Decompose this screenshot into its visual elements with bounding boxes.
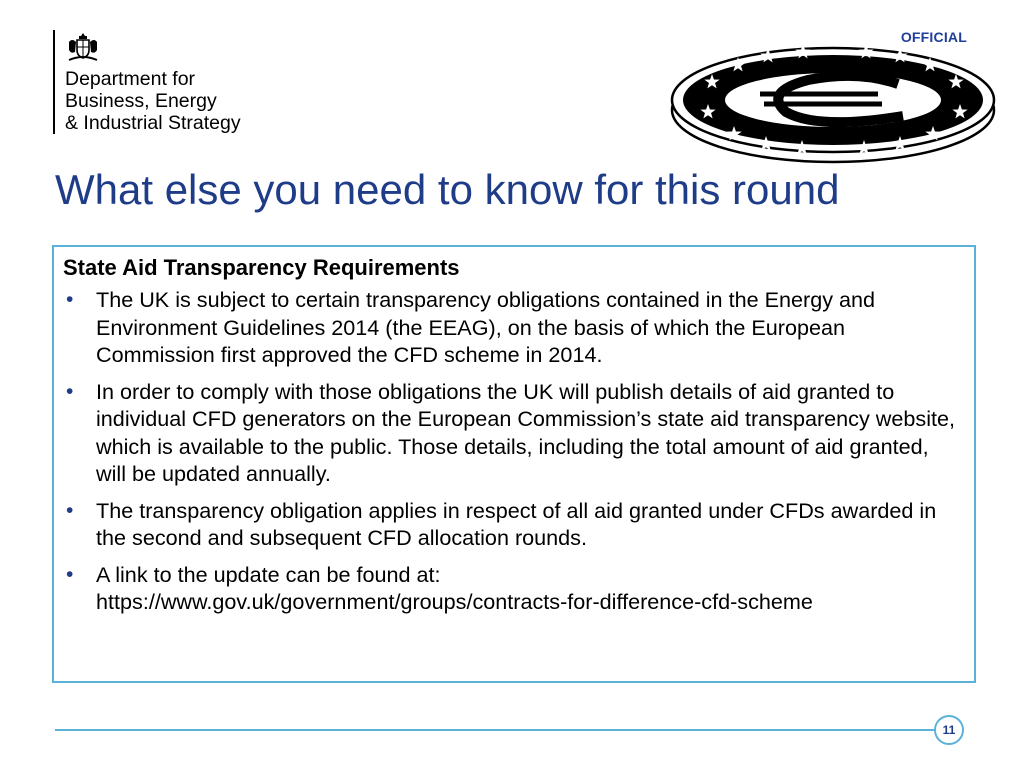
page-number: 11: [934, 715, 964, 745]
bullet-text: In order to comply with those obligations the UK will publish details of aid granted to individual CFD generators on the European Commission’s state aid transparency website, which is available to the public. Those details, including the total amount of aid granted, will be updated annually.: [96, 378, 955, 486]
bullet-icon: •: [66, 288, 74, 311]
bullet-item: [63, 378, 964, 488]
cfd-scheme-link[interactable]: https://www.gov.uk/government/groups/contracts-for-difference-cfd-scheme: [96, 589, 813, 614]
content-box: [52, 245, 976, 683]
bullet-item: [63, 286, 964, 369]
logo-divider: [53, 30, 55, 134]
department-name-line: Business, Energy: [65, 90, 217, 112]
page-title: What else you need to know for this round: [55, 166, 840, 213]
bullet-list: [63, 286, 964, 616]
department-name: [65, 68, 305, 134]
bullet-text: The UK is subject to certain transparency obligations contained in the Energy and Environment Guidelines 2014 (the EEAG), on the basis of which the European Commission first approved the CFD scheme in 2014.: [96, 287, 876, 367]
royal-coat-of-arms-icon: [65, 30, 101, 64]
bullet-icon: •: [66, 562, 74, 586]
bullet-item: [63, 561, 964, 616]
bullet-item: [63, 497, 964, 552]
bullet-icon: •: [66, 498, 74, 522]
bullet-text: A link to the update can be found at:: [96, 561, 441, 587]
classification-label: OFFICIAL: [900, 29, 967, 45]
bullet-icon: •: [66, 379, 74, 403]
footer-divider: [55, 729, 935, 731]
bullet-text: The transparency obligation applies in respect of all aid granted under CFDs awarded in the second and subsequent CFD allocation rounds.: [96, 497, 937, 550]
section-heading: State Aid Transparency Requirements: [63, 255, 460, 280]
department-name-line: Department for: [65, 68, 196, 90]
department-name-line: & Industrial Strategy: [65, 112, 241, 134]
euro-coin-icon: [668, 40, 998, 165]
